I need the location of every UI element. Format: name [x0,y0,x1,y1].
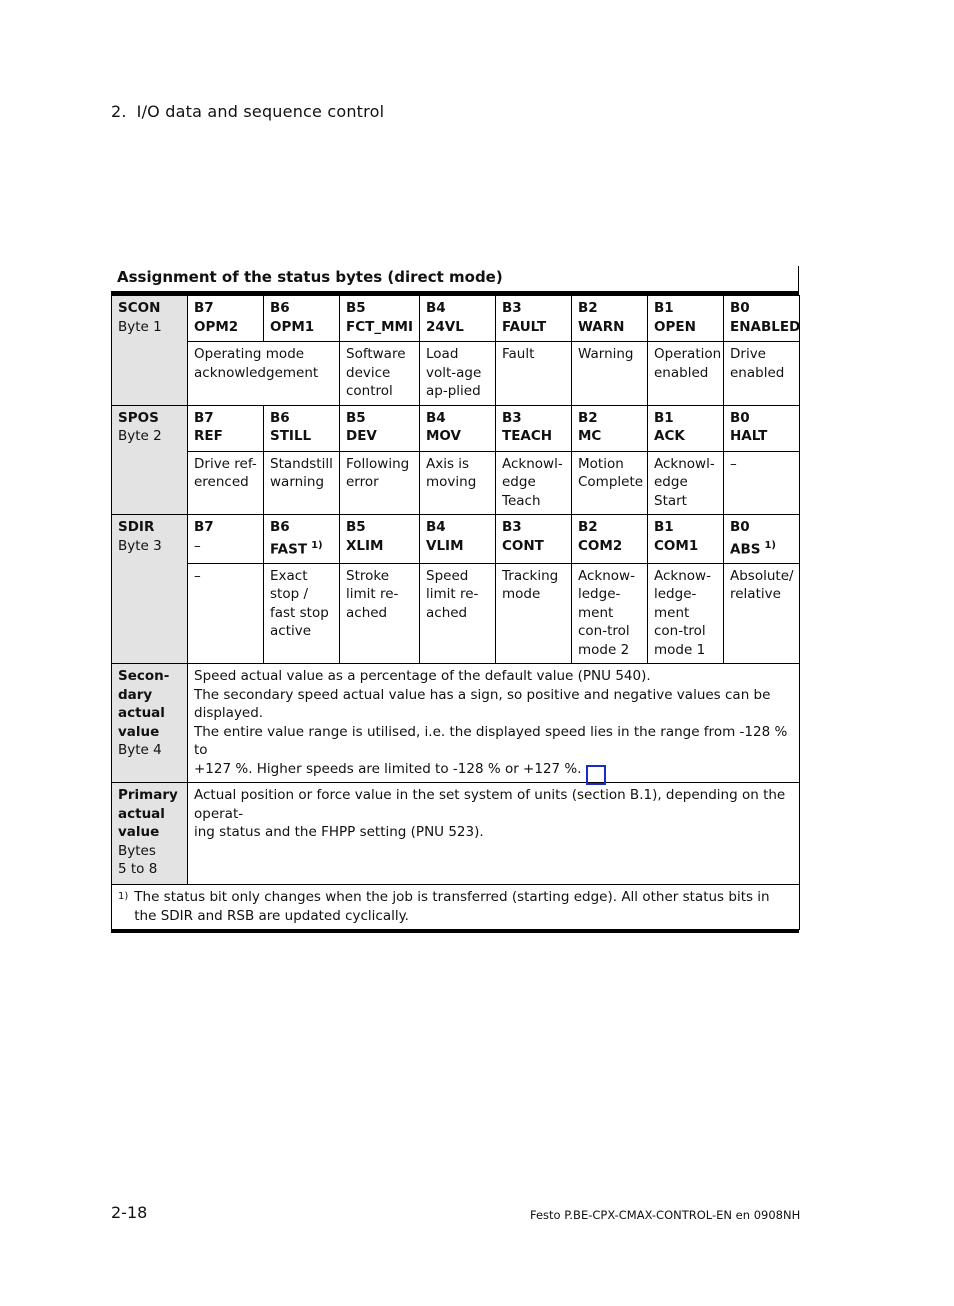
desc-cell: Stroke limit re-ached [340,563,420,664]
bit-cell: B2 WARN [572,296,648,342]
table-row [112,563,800,664]
bit-cell: B7 REF [188,405,264,451]
footnote [112,885,800,930]
desc-cell: Axis is moving [420,451,496,515]
desc-cell: Drive enabled [724,342,800,406]
bit-cell: B7 OPM2 [188,296,264,342]
status-bytes-table [111,295,800,930]
desc-cell: Software device control [340,342,420,406]
desc-cell: Acknow-ledge-ment con-trol mode 2 [572,563,648,664]
table-title: Assignment of the status bytes (direct mode) [111,266,799,291]
bit-cell: B7 – [188,515,264,564]
bit-cell: B1 OPEN [648,296,724,342]
bottom-rule [111,930,799,933]
bit-cell: B5 DEV [340,405,420,451]
bit-cell: B6 OPM1 [264,296,340,342]
bit-cell: B1 COM1 [648,515,724,564]
page-number: 2-18 [111,1203,148,1222]
bit-cell: B3 TEACH [496,405,572,451]
row-header-scon: SCON Byte 1 [112,296,188,406]
chapter-number: 2. [111,102,127,121]
desc-cell: Load volt-age ap-plied [420,342,496,406]
section-link-highlight[interactable] [586,765,606,785]
document-reference: Festo P.BE-CPX-CMAX-CONTROL-EN en 0908NH [530,1208,801,1222]
chapter-title: I/O data and sequence control [136,102,385,121]
desc-cell: Exact stop / fast stop active [264,563,340,664]
table-row [112,885,800,930]
desc-cell: Absolute/ relative [724,563,800,664]
row-header-secondary: Secon- dary actual value Byte 4 [112,664,188,783]
row-header-sdir: SDIR Byte 3 [112,515,188,664]
bit-cell: B3 FAULT [496,296,572,342]
desc-cell: – [188,563,264,664]
table-row [112,342,800,406]
desc-cell: Warning [572,342,648,406]
desc-cell: Acknow-ledge-ment con-trol mode 1 [648,563,724,664]
row-header-spos: SPOS Byte 2 [112,405,188,515]
bit-cell: B3 CONT [496,515,572,564]
desc-cell: Fault [496,342,572,406]
bit-cell: B6 STILL [264,405,340,451]
desc-cell: Motion Complete [572,451,648,515]
bit-cell: B5 XLIM [340,515,420,564]
footnote-ref: 1) [311,539,323,551]
bit-cell: B4 24VL [420,296,496,342]
desc-cell: Standstill warning [264,451,340,515]
table-row [112,783,800,885]
bit-cell: B2 COM2 [572,515,648,564]
row-header-primary: Primary actual value Bytes 5 to 8 [112,783,188,885]
desc-cell: Operating mode acknowledgement [188,342,340,406]
footnote-ref: 1) [764,539,776,551]
footnote-marker: 1) [118,891,129,902]
desc-cell: Drive ref-erenced [188,451,264,515]
desc-cell: Operation enabled [648,342,724,406]
desc-cell: – [724,451,800,515]
bit-cell: B5 FCT_MMI [340,296,420,342]
table-row [112,405,800,451]
bit-cell: B2 MC [572,405,648,451]
desc-cell: Acknowl-edge Start [648,451,724,515]
bit-cell: B0 ENABLED [724,296,800,342]
table-row [112,515,800,564]
desc-cell: Speed limit re-ached [420,563,496,664]
primary-value-description: Actual position or force value in the set system of units (section B.1), depending on the operat- ing status and the FHPP setting (PNU 523). [188,783,800,885]
bit-cell: B1 ACK [648,405,724,451]
table-row [112,664,800,783]
chapter-heading [111,102,384,121]
bit-cell: B4 VLIM [420,515,496,564]
desc-cell: Following error [340,451,420,515]
desc-cell: Acknowl-edge Teach [496,451,572,515]
bit-cell: B0 HALT [724,405,800,451]
bit-cell: B4 MOV [420,405,496,451]
bit-cell: B0 ABS $^{1)}$ [724,515,800,564]
bit-cell: B6 FAST $^{1)}$ [264,515,340,564]
status-bytes-table-section [111,266,799,933]
desc-cell: Tracking mode [496,563,572,664]
table-row [112,451,800,515]
secondary-value-description: Speed actual value as a percentage of the default value (PNU 540). The secondary speed actual value has a sign, so positive and negative values can be displayed. The entire value range is utilised, i.e. the displayed speed lies in the range from -128 % to +127 %. Higher speeds are limited to -128 % or +127 %. [188,664,800,783]
table-row [112,296,800,342]
footnote-text: The status bit only changes when the job is transferred (starting edge). All other status bits in the SDIR and RSB are updated cyclically. [134,889,770,924]
